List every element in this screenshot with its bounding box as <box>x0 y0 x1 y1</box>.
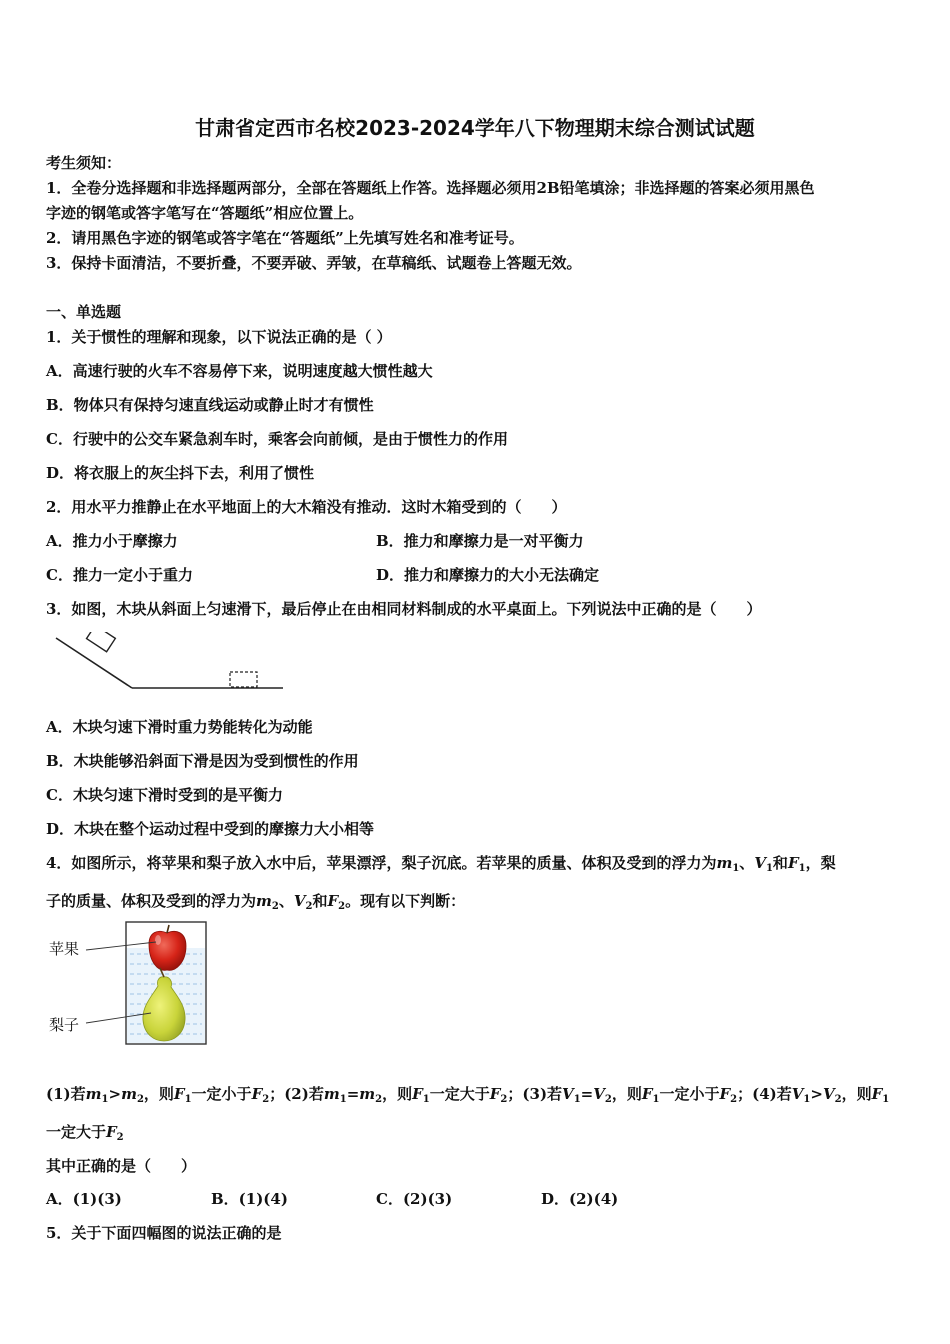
notice-item-1: 1．全卷分选择题和非选择题两部分，全部在答题纸上作答。选择题必须用2B铅笔填涂；非选择题的答案必须用黑色 <box>46 179 815 197</box>
question-1-option-c: C．行驶中的公交车紧急刹车时，乘客会向前倾，是由于惯性力的作用 <box>46 430 508 448</box>
notice-item-2: 2．请用黑色字迹的钢笔或答字笔在“答题纸”上先填写姓名和准考证号。 <box>46 229 524 247</box>
question-4-judgments-cont: 一定大于$F_2$ <box>46 1123 124 1143</box>
question-3-stem: 3．如图，木块从斜面上匀速滑下，最后停止在由相同材料制成的水平桌面上。下列说法中正确的是（ ） <box>46 600 762 618</box>
fruit-in-water-figure <box>46 920 216 1050</box>
question-4-option-d: D．(2)(4) <box>541 1190 619 1208</box>
notice-heading: 考生须知： <box>46 154 122 172</box>
question-4-judgments: (1)若$m_1>m_2$，则$F_1$一定小于$F_2$；(2)若$m_1=m_2$，则$F_1$一定大于$F_2$；(3)若$V_1=V_2$，则$F_1$一定小于$F_2$；(4)若$V_1>V_2$，则$F_1$ <box>46 1085 890 1105</box>
question-3-option-d: D．木块在整个运动过程中受到的摩擦力大小相等 <box>46 820 375 838</box>
question-5-stem: 5．关于下面四幅图的说法正确的是 <box>46 1224 282 1242</box>
question-4-stem-line-2: 子的质量、体积及受到的浮力为$m_2$、$V_2$和$F_2$。现有以下判断： <box>46 892 466 912</box>
apple-label: 苹果 <box>49 940 80 958</box>
question-2-option-c: C．推力一定小于重力 <box>46 566 193 584</box>
section-heading: 一、单选题 <box>46 303 122 321</box>
block-final-position <box>230 672 257 687</box>
question-2-option-d: D．推力和摩擦力的大小无法确定 <box>376 566 600 584</box>
pear-label: 梨子 <box>49 1016 80 1034</box>
incline-slope <box>56 638 132 688</box>
question-2-stem: 2．用水平力推静止在水平地面上的大木箱没有推动．这时木箱受到的（ ） <box>46 498 567 516</box>
question-2-option-b: B．推力和摩擦力是一对平衡力 <box>376 532 584 550</box>
question-3-option-a: A．木块匀速下滑时重力势能转化为动能 <box>46 718 313 736</box>
question-4-prompt: 其中正确的是（ ） <box>46 1157 197 1175</box>
notice-item-1-cont: 字迹的钢笔或答字笔写在“答题纸”相应位置上。 <box>46 204 364 222</box>
incline-diagram <box>50 632 290 694</box>
question-3-option-c: C．木块匀速下滑时受到的是平衡力 <box>46 786 283 804</box>
question-4-option-a: A．(1)(3) <box>46 1190 122 1208</box>
question-1-option-b: B．物体只有保持匀速直线运动或静止时才有惯性 <box>46 396 374 414</box>
question-4-option-c: C．(2)(3) <box>376 1190 453 1208</box>
question-1-option-a: A．高速行驶的火车不容易停下来，说明速度越大惯性越大 <box>46 362 433 380</box>
question-1-stem: 1．关于惯性的理解和现象，以下说法正确的是（ ） <box>46 328 392 346</box>
question-2-option-a: A．推力小于摩擦力 <box>46 532 178 550</box>
question-4-stem-line-1: 4．如图所示，将苹果和梨子放入水中后，苹果漂浮，梨子沉底。若苹果的质量、体积及受到的浮力为$m_1$、$V_1$和$F_1$，梨 <box>46 854 836 874</box>
question-1-option-d: D．将衣服上的灰尘抖下去，利用了惯性 <box>46 464 315 482</box>
question-4-option-b: B．(1)(4) <box>211 1190 288 1208</box>
wooden-block <box>87 632 116 652</box>
question-3-option-b: B．木块能够沿斜面下滑是因为受到惯性的作用 <box>46 752 359 770</box>
page-title: 甘肃省定西市名校2023-2024学年八下物理期末综合测试试题 <box>195 116 755 140</box>
notice-item-3: 3．保持卡面清洁，不要折叠，不要弄破、弄皱，在草稿纸、试题卷上答题无效。 <box>46 254 582 272</box>
